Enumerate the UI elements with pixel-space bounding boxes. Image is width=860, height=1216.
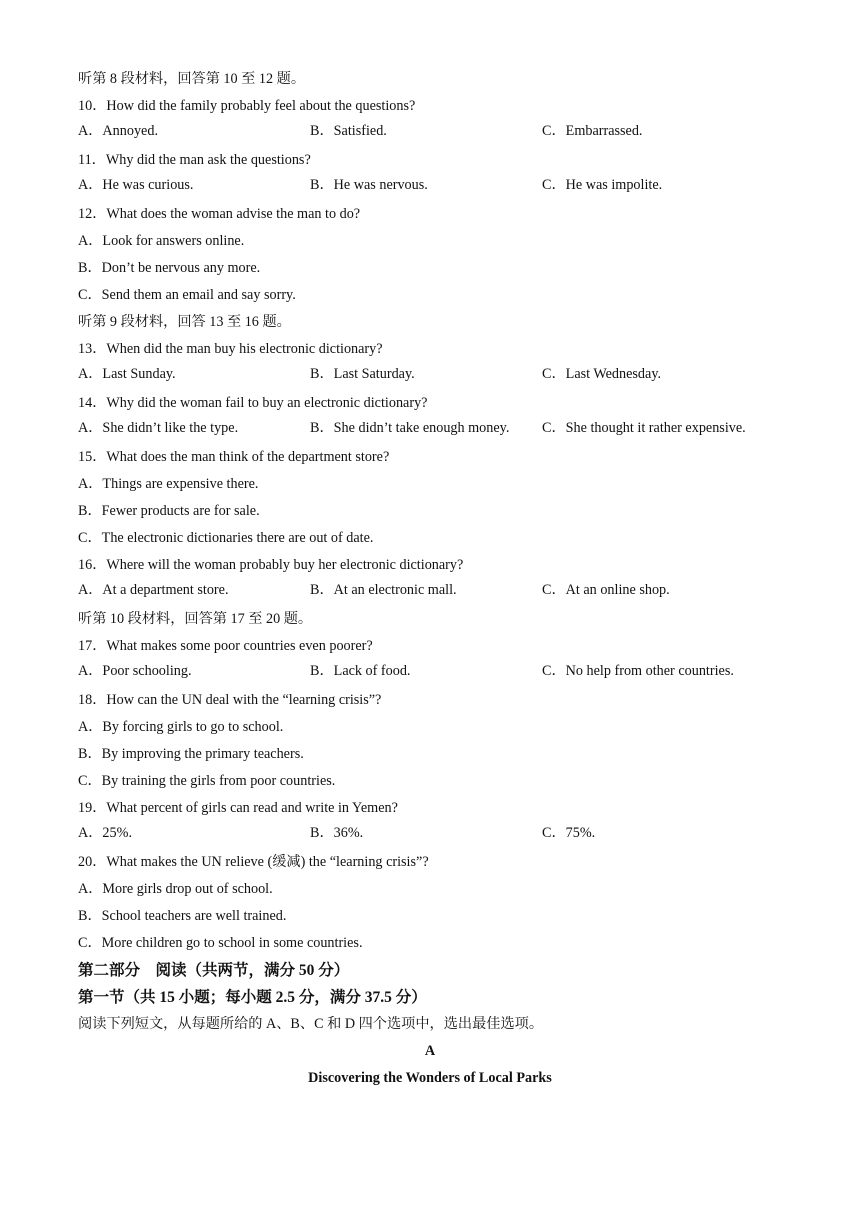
option-b: B．School teachers are well trained. [78, 908, 287, 924]
option-c: C．Last Wednesday. [542, 366, 662, 382]
question-15-stem: 15．What does the man think of the department store? [78, 449, 390, 465]
section-intro-8: 听第 8 段材料，回答第 10 至 12 题。 [78, 71, 306, 87]
option-b: B．Fewer products are for sale. [78, 503, 260, 519]
option-b: B．Lack of food. [310, 663, 411, 679]
exam-page [78, 66, 778, 1092]
question-10-options [78, 120, 778, 147]
option-a: A．By forcing girls to go to school. [78, 719, 284, 735]
option-c: C．The electronic dictionaries there are out of date. [78, 530, 374, 546]
option-c: C．By training the girls from poor countries. [78, 773, 336, 789]
option-c: C．No help from other countries. [542, 663, 734, 679]
option-a: A．Last Sunday. [78, 366, 176, 382]
passage-letter: A [424, 1043, 436, 1059]
option-c: C．Send them an email and say sorry. [78, 287, 296, 303]
question-11-stem: 11．Why did the man ask the questions? [78, 152, 311, 168]
question-10-stem: 10．How did the family probably feel about the questions? [78, 98, 416, 114]
option-a: A．She didn’t like the type. [78, 420, 239, 436]
question-19-options [78, 822, 778, 849]
option-b: B．Last Saturday. [310, 366, 415, 382]
question-17-stem: 17．What makes some poor countries even poorer? [78, 638, 373, 654]
option-c: C．He was impolite. [542, 177, 663, 193]
option-b: B．36%. [310, 825, 364, 841]
question-16-options [78, 579, 778, 606]
question-18-stem: 18．How can the UN deal with the “learning crisis”? [78, 692, 382, 708]
question-11-options [78, 174, 778, 201]
option-b: B．At an electronic mall. [310, 582, 457, 598]
option-a: A．More girls drop out of school. [78, 881, 273, 897]
question-20-stem: 20．What makes the UN relieve (缓减) the “learning crisis”? [78, 854, 429, 870]
option-b: B．Satisfied. [310, 123, 387, 139]
option-a: A．Poor schooling. [78, 663, 192, 679]
option-c: C．She thought it rather expensive. [542, 420, 746, 436]
option-b: B．By improving the primary teachers. [78, 746, 304, 762]
option-c: C．75%. [542, 825, 596, 841]
section-1-title: 第一节（共 15 小题；每小题 2.5 分，满分 37.5 分） [78, 989, 427, 1006]
question-13-stem: 13．When did the man buy his electronic dictionary? [78, 341, 383, 357]
option-b: B．He was nervous. [310, 177, 428, 193]
question-17-options [78, 660, 778, 687]
part-2-title: 第二部分 阅读（共两节，满分 50 分） [78, 962, 350, 979]
option-a: A．Look for answers online. [78, 233, 245, 249]
passage-title: Discovering the Wonders of Local Parks [308, 1070, 552, 1086]
question-13-options [78, 363, 778, 390]
question-16-stem: 16．Where will the woman probably buy her electronic dictionary? [78, 557, 464, 573]
option-a: A．At a department store. [78, 582, 229, 598]
section-intro-9: 听第 9 段材料，回答 13 至 16 题。 [78, 314, 291, 330]
question-12-stem: 12．What does the woman advise the man to do? [78, 206, 361, 222]
question-19-stem: 19．What percent of girls can read and write in Yemen? [78, 800, 398, 816]
option-c: C．More children go to school in some countries. [78, 935, 363, 951]
option-b: B．Don’t be nervous any more. [78, 260, 261, 276]
option-a: A．Annoyed. [78, 123, 158, 139]
option-a: A．He was curious. [78, 177, 194, 193]
section-intro-10: 听第 10 段材料，回答第 17 至 20 题。 [78, 611, 313, 627]
option-c: C．Embarrassed. [542, 123, 643, 139]
option-a: A．Things are expensive there. [78, 476, 259, 492]
option-c: C．At an online shop. [542, 582, 670, 598]
option-b: B．She didn’t take enough money. [310, 420, 510, 436]
reading-instruction: 阅读下列短文，从每题所给的 A、B、C 和 D 四个选项中，选出最佳选项。 [78, 1016, 544, 1032]
option-a: A．25%. [78, 825, 132, 841]
question-14-stem: 14．Why did the woman fail to buy an electronic dictionary? [78, 395, 428, 411]
question-14-options [78, 417, 778, 444]
